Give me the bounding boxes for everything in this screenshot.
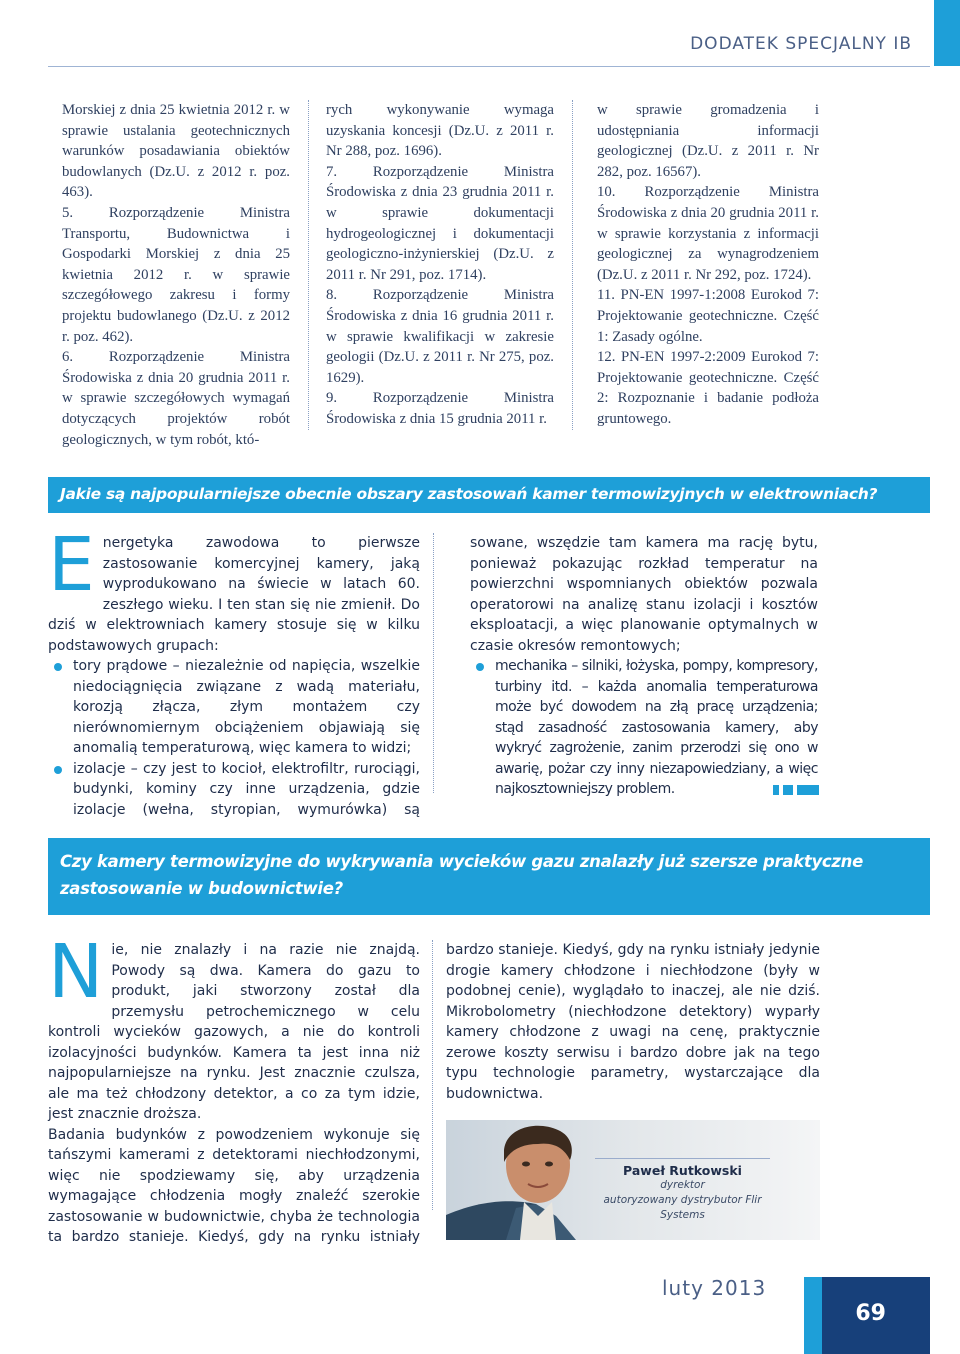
answer-2-right-column xyxy=(446,940,820,1104)
answer-1-right-column xyxy=(470,533,818,800)
answer-2-left-column xyxy=(48,929,420,1247)
bullet-continuation: sowane, wszędzie tam kamera ma rację bytu, ponieważ pokazując rozkład temperatur na powierzchni wspomnianych obiektów pozwala operatorowi na analizę stanu izolacji i kosztów eksploatacji, a więc planowanie optymalnych w czasie okresów remontowych; xyxy=(470,535,818,654)
question-banner-1: Jakie są najpopularniejsze obecnie obszary zastosowań kamer termowizyjnych w elektrowniach? xyxy=(48,477,930,513)
reference-item: 10. Rozporządzenie Ministra Środowiska z dnia 20 grudnia 2011 r. w sprawie korzystania z informacji geologicznej za wynagrodzeniem (Dz.U. z 2011 r. Nr 292, poz. 1724). xyxy=(597,184,819,283)
references-column-2 xyxy=(326,100,554,430)
reference-item: rych wykonywanie wymaga uzyskania koncesji (Dz.U. z 2011 r. Nr 288, poz. 1696). xyxy=(326,102,554,160)
reference-item: 7. Rozporządzenie Ministra Środowiska z dnia 23 grudnia 2011 r. w sprawie dokumentacji hydrogeologicznej i dokumentacji geologiczno-inżynierskiej (Dz.U. z 2011 r. Nr 291, poz. 1714). xyxy=(326,163,554,283)
section-end-mark xyxy=(773,785,819,795)
person-name: Paweł Rutkowski xyxy=(623,1163,742,1178)
drop-cap: N xyxy=(48,929,104,1015)
reference-item: 6. Rozporządzenie Ministra Środowiska z dnia 20 grudnia 2011 r. w sprawie szczegółowych wymagań dotyczących projektów robót geologicznych, w tym robót, któ- xyxy=(62,349,290,448)
bullet-text: tory prądowe – niezależnie od napięcia, wszelkie niedociągnięcia związane z wadą materiału, korozją złącza, złym montażem czy nierównomiernym obciążeniem objawiają się anomalią temperaturową, więc kamera to widzi; xyxy=(73,658,420,756)
reference-item: 9. Rozporządzenie Ministra Środowiska z dnia 15 grudnia 2011 r. xyxy=(326,390,554,427)
bullet-text: izolacje – czy jest to kocioł, elektrofiltr, rurociągi, budynki, kominy czy inne urządzenia, gdzie izolacje (wełna, styropian, wymurówka) są xyxy=(73,760,420,818)
bullet-item xyxy=(470,656,818,800)
reference-item: w sprawie gromadzenia i udostępniania informacji geologicznej (Dz.U. z 2011 r. Nr 282, poz. 16567). xyxy=(597,102,819,180)
column-divider xyxy=(432,940,433,1210)
bullet-item xyxy=(48,656,420,759)
section-header: DODATEK SPECJALNY IB xyxy=(690,34,912,54)
person-role: dyrektor xyxy=(660,1179,705,1191)
reference-item: 8. Rozporządzenie Ministra Środowiska z dnia 16 grudnia 2011 r. w sprawie kwalifikacji w zakresie geologii (Dz.U. z 2011 r. Nr 275, poz. 1629). xyxy=(326,287,554,386)
answer-2-continuation: bardzo stanieje. Kiedyś, gdy na rynku istniały jedynie drogie kamery chłodzone i niechłodzone (były w podobnej cenie), wyglądało to inaczej, ale nie dziś. Mikrobolometry (niechłodzone detektory) wyparły kamery chłodzone z uwagi na cenę, praktycznie zerowe koszty serwisu i bardzo dobre jak na tego typu technologie parametry, wystarczające dla budownictwa. xyxy=(446,942,820,1102)
references-column-3 xyxy=(597,100,819,430)
column-divider xyxy=(308,100,309,430)
answer-1-intro: nergetyka zawodowa to pierwsze zastosowanie komercyjnej kamery, jaką wyprodukowano na świecie w latach 60. zeszłego wieku. I ten stan się nie zmienił. Do dziś w elektrowniach kamery stosuje się w kilku podstawowych grupach: xyxy=(48,535,420,654)
reference-item: 12. PN-EN 1997-2:2009 Eurokod 7: Projektowanie geotechniczne. Część 2: Rozpoznanie i badanie podłoża gruntowego. xyxy=(597,349,819,427)
answer-2-para-2: Badania budynków z powodzeniem wykonuje się tańszymi kamerami z detektorami niechłodzonymi, więc nie spodziewamy się, aby urządzenia wymagające chłodzenia mogły znaleźć szerokie zastosowanie w budownictwie, chyba że technologia ta bardzo stanieje. Kiedyś, gdy na rynku istniały xyxy=(48,1126,420,1245)
reference-item: 5. Rozporządzenie Ministra Transportu, Budownictwa i Gospodarki Morskiej z dnia 25 kwietnia 2012 r. w sprawie szczegółowego zakresu i formy projektu budowlanego (Dz.U. z 2012 r. poz. 462). xyxy=(62,204,290,345)
bullet-item xyxy=(48,759,420,820)
issue-date: luty 2013 xyxy=(662,1276,767,1300)
caption-rule xyxy=(595,1158,770,1159)
references-column-1 xyxy=(62,100,290,450)
column-divider xyxy=(433,533,434,793)
answer-2-para-1: ie, nie znalazły i na razie nie znajdą. Powody są dwa. Kamera do gazu to produkt, jaki stworzony został dla przemysłu petrochemicznego w celu kontroli wycieków gazowych, a nie do kontroli izolacyjności budynków. Kamera ta jest inna niż najpopularniejsze na rynku. Jest znacznie czulsza, ale ma też chłodzony detektor, a co za tym idzie, jest znacznie droższa. xyxy=(48,942,420,1122)
drop-cap: E xyxy=(48,522,95,608)
header-rule xyxy=(48,66,930,67)
person-company: autoryzowany dystrybutor Flir Systems xyxy=(603,1194,762,1221)
answer-1-left-column xyxy=(48,522,420,820)
column-divider xyxy=(572,100,573,430)
corner-accent-bar xyxy=(934,0,960,66)
question-banner-2: Czy kamery termowizyjne do wykrywania wycieków gazu znalazły już szersze praktyczne zastosowanie w budownictwie? xyxy=(48,838,930,915)
reference-item: Morskiej z dnia 25 kwietnia 2012 r. w sprawie ustalania geotechnicznych warunków posadawiania obiektów budowlanych (Dz.U. z 2012 r. poz. 463). xyxy=(62,102,290,201)
photo-caption xyxy=(595,1158,770,1223)
reference-item: 11. PN-EN 1997-1:2008 Eurokod 7: Projektowanie geotechniczne. Część 1: Zasady ogólne. xyxy=(597,287,819,345)
page-number: 69 xyxy=(855,1301,886,1326)
bullet-text: mechanika – silniki, łożyska, pompy, kompresory, turbiny itd. – każda anomalia temperaturowa może być dowodem na złą pracę urządzenia; stąd zasadność zastosowania kamery, aby wykryć zagrożenie, zanim przerodzi się ono w awarię, pożar czy inny niezapowiedziany, a więc najkosztowniejszy problem. xyxy=(495,658,818,797)
